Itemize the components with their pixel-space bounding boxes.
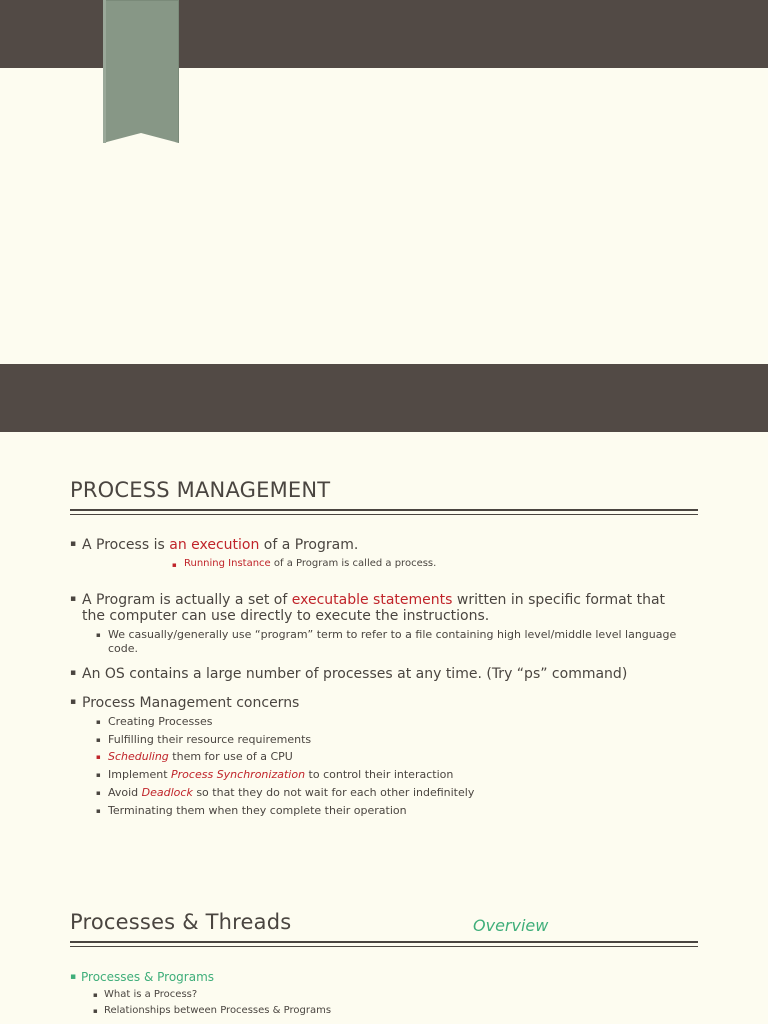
point-os-processes: An OS contains a large number of processes at any time. (Try “ps” command) bbox=[82, 666, 628, 682]
bullet-marker: ▪ bbox=[70, 594, 77, 604]
text: them for use of a CPU bbox=[168, 750, 293, 763]
text: Avoid bbox=[108, 786, 142, 799]
concern-fulfilling: Fulfilling their resource requirements bbox=[108, 733, 312, 746]
point-program-definition-line2: the computer can use directly to execute the instructions. bbox=[82, 608, 490, 624]
point-program-usage: We casually/generally use “program” term to refer to a file containing high level/middle level language bbox=[108, 628, 677, 641]
title-rule-thin bbox=[70, 946, 698, 947]
title-rule-thin bbox=[70, 514, 698, 515]
text: Implement bbox=[108, 768, 172, 781]
concern-creating: Creating Processes bbox=[108, 715, 213, 728]
bullet-marker: ▪ bbox=[70, 972, 77, 982]
point-running-instance bbox=[184, 558, 436, 569]
text: A Process is bbox=[82, 537, 170, 553]
bookmark-ribbon-edge bbox=[103, 0, 106, 143]
bullet-marker: ▪ bbox=[96, 718, 101, 726]
bullet-marker: ▪ bbox=[93, 991, 98, 999]
point-program-usage-line2: code. bbox=[108, 642, 139, 655]
highlight-text: Running Instance bbox=[184, 558, 271, 569]
text: of a Program. bbox=[259, 537, 359, 553]
text: written in specific format that bbox=[452, 592, 666, 608]
item-what-is-process: What is a Process? bbox=[104, 989, 198, 1000]
point-program-definition bbox=[82, 592, 665, 608]
concern-scheduling bbox=[108, 750, 293, 763]
bullet-marker: ▪ bbox=[70, 697, 77, 707]
bookmark-ribbon bbox=[103, 0, 179, 143]
concern-deadlock bbox=[108, 786, 474, 799]
bullet-marker: ▪ bbox=[96, 807, 101, 815]
concern-terminating: Terminating them when they complete their operation bbox=[108, 804, 407, 817]
bullet-marker: ▪ bbox=[96, 736, 101, 744]
text: of a Program is called a process. bbox=[270, 558, 437, 569]
text: A Program is actually a set of bbox=[82, 592, 292, 608]
slide3-subtitle: Overview bbox=[473, 916, 549, 935]
item-processes-programs: Processes & Programs bbox=[81, 970, 215, 984]
highlight-text: Deadlock bbox=[141, 786, 193, 799]
bullet-marker: ▪ bbox=[96, 789, 101, 797]
point-process-definition bbox=[82, 537, 358, 553]
bullet-marker: ▪ bbox=[172, 561, 177, 569]
concern-synchronization bbox=[108, 768, 453, 781]
bullet-marker: ▪ bbox=[70, 539, 77, 549]
bullet-marker: ▪ bbox=[70, 668, 77, 678]
bullet-marker: ▪ bbox=[96, 631, 101, 639]
slide-divider-band bbox=[0, 364, 768, 432]
slide2-title: PROCESS MANAGEMENT bbox=[70, 478, 331, 502]
highlight-text: executable statements bbox=[291, 592, 453, 608]
text: so that they do not wait for each other indefinitely bbox=[192, 786, 475, 799]
text: to control their interaction bbox=[305, 768, 454, 781]
title-rule-thick bbox=[70, 509, 698, 511]
highlight-text: an execution bbox=[169, 537, 260, 553]
slide3-title: Processes & Threads bbox=[70, 910, 292, 934]
highlight-text: Scheduling bbox=[108, 750, 169, 763]
bullet-marker: ▪ bbox=[96, 753, 101, 761]
bullet-marker: ▪ bbox=[96, 771, 101, 779]
bullet-marker: ▪ bbox=[93, 1007, 98, 1015]
title-rule-thick bbox=[70, 941, 698, 943]
point-management-concerns: Process Management concerns bbox=[82, 695, 300, 711]
highlight-text: Process Synchronization bbox=[171, 768, 306, 781]
item-relationships: Relationships between Processes & Programs bbox=[104, 1005, 332, 1016]
